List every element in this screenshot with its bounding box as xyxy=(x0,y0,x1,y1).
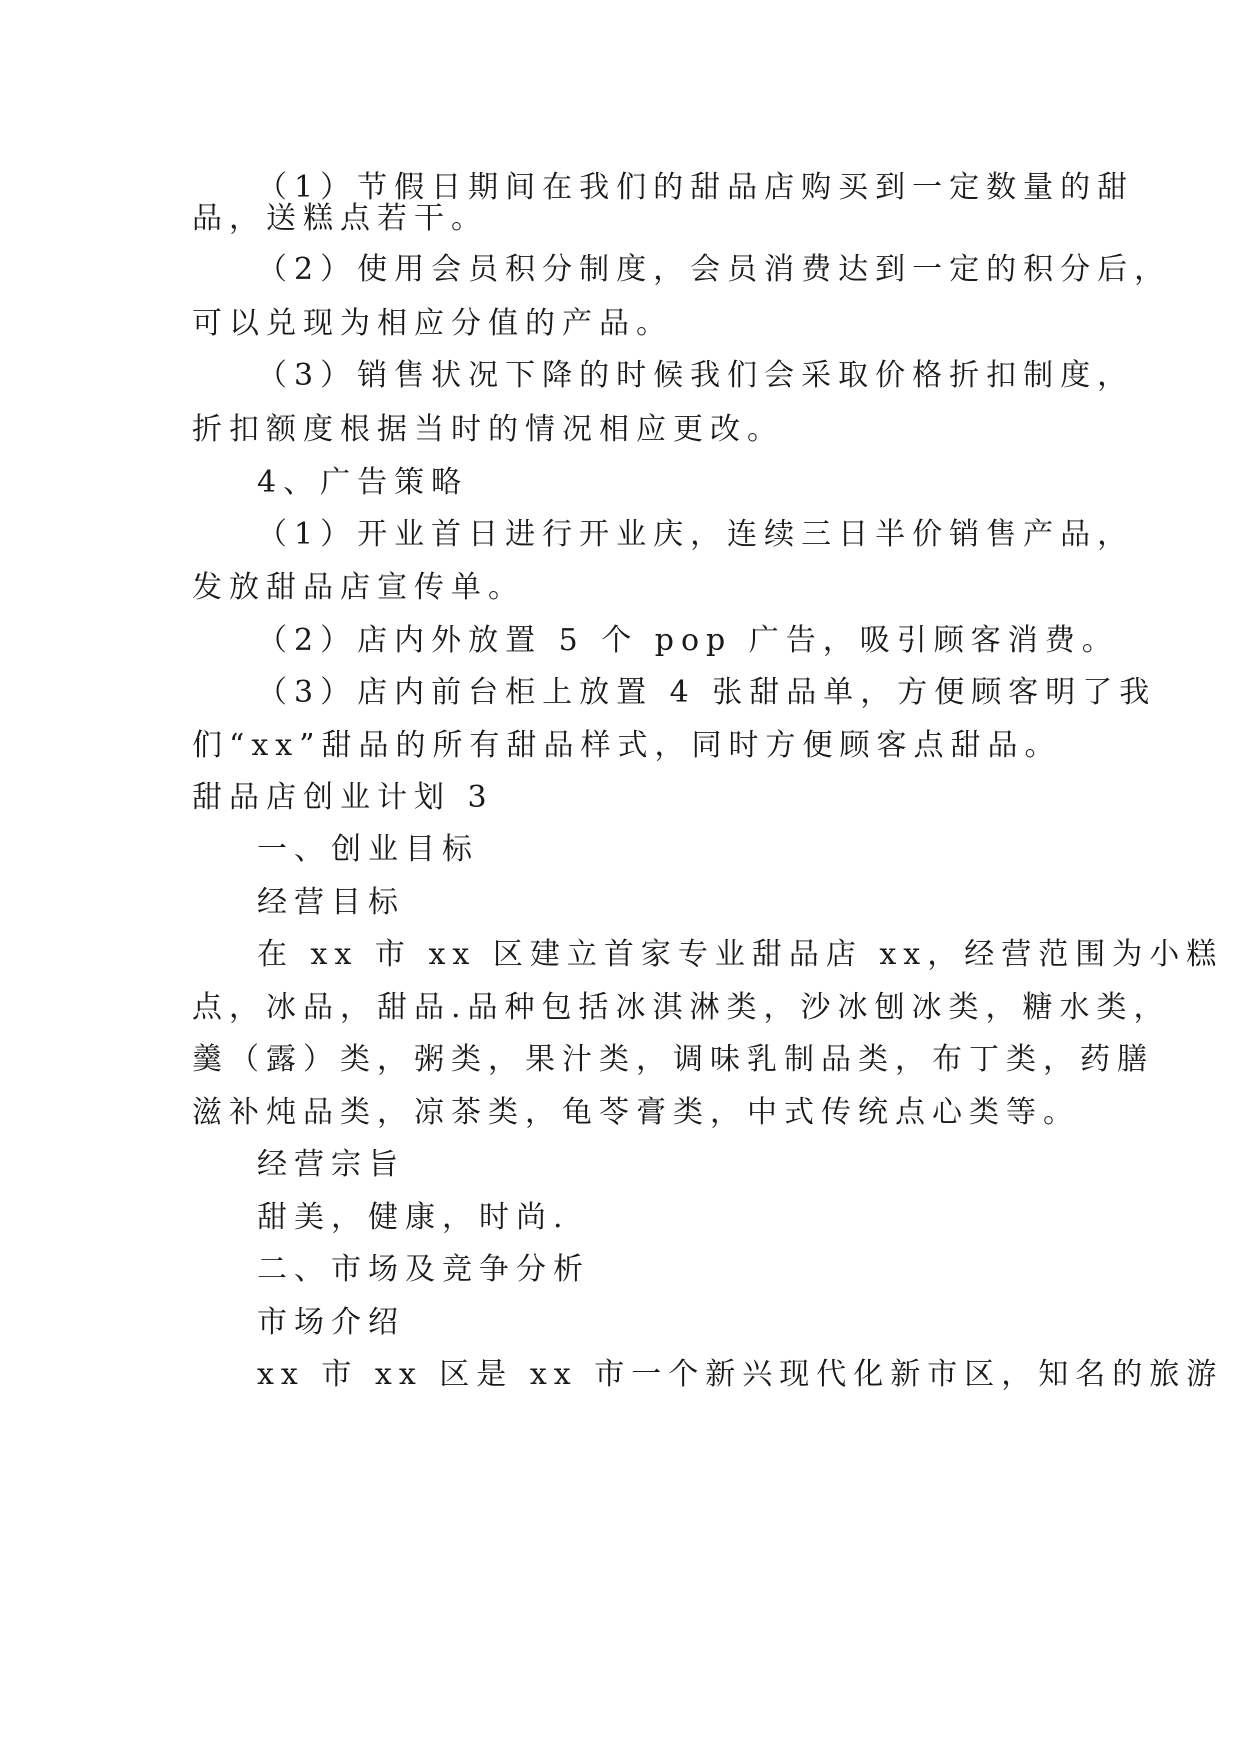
paragraph-line: （3）店内前台柜上放置 4 张甜品单，方便顾客明了我 xyxy=(257,675,1157,710)
paragraph-line: 们“xx”甜品的所有甜品样式，同时方便顾客点甜品。 xyxy=(192,728,1062,763)
subsection-heading: 经营宗旨 xyxy=(257,1147,405,1182)
section-heading: 二、市场及竞争分析 xyxy=(257,1252,590,1287)
subsection-heading: 经营目标 xyxy=(257,885,405,920)
paragraph-line: 甜美，健康，时尚. xyxy=(257,1200,570,1235)
paragraph-line: 点，冰品，甜品.品种包括冰淇淋类，沙冰刨冰类，糖水类， xyxy=(192,990,1171,1025)
paragraph-line: xx 市 xx 区是 xx 市一个新兴现代化新市区，知名的旅游 xyxy=(257,1357,1224,1392)
document-title: 甜品店创业计划 3 xyxy=(192,780,494,815)
paragraph-line: （1）开业首日进行开业庆，连续三日半价销售产品， xyxy=(257,517,1135,552)
paragraph-line: （1）节假日期间在我们的甜品店购买到一定数量的甜 xyxy=(257,170,1135,205)
paragraph-line: 滋补炖品类，凉茶类，龟苓膏类，中式传统点心类等。 xyxy=(192,1095,1080,1130)
paragraph-line: 品，送糕点若干。 xyxy=(192,201,488,236)
paragraph-line: 可以兑现为相应分值的产品。 xyxy=(192,306,673,341)
section-heading: 4、广告策略 xyxy=(257,465,469,500)
paragraph-line: 发放甜品店宣传单。 xyxy=(192,570,525,605)
paragraph-line: （3）销售状况下降的时候我们会采取价格折扣制度， xyxy=(257,358,1135,393)
paragraph-line: （2）店内外放置 5 个 pop 广告，吸引顾客消费。 xyxy=(257,623,1119,658)
paragraph-line: 在 xx 市 xx 区建立首家专业甜品店 xx，经营范围为小糕 xyxy=(257,937,1224,972)
paragraph-line: 羹（露）类，粥类，果汁类，调味乳制品类，布丁类，药膳 xyxy=(192,1042,1154,1077)
subsection-heading: 市场介绍 xyxy=(257,1305,405,1340)
paragraph-line: 折扣额度根据当时的情况相应更改。 xyxy=(192,412,784,447)
section-heading: 一、创业目标 xyxy=(257,832,479,867)
paragraph-line: （2）使用会员积分制度，会员消费达到一定的积分后， xyxy=(257,252,1172,287)
